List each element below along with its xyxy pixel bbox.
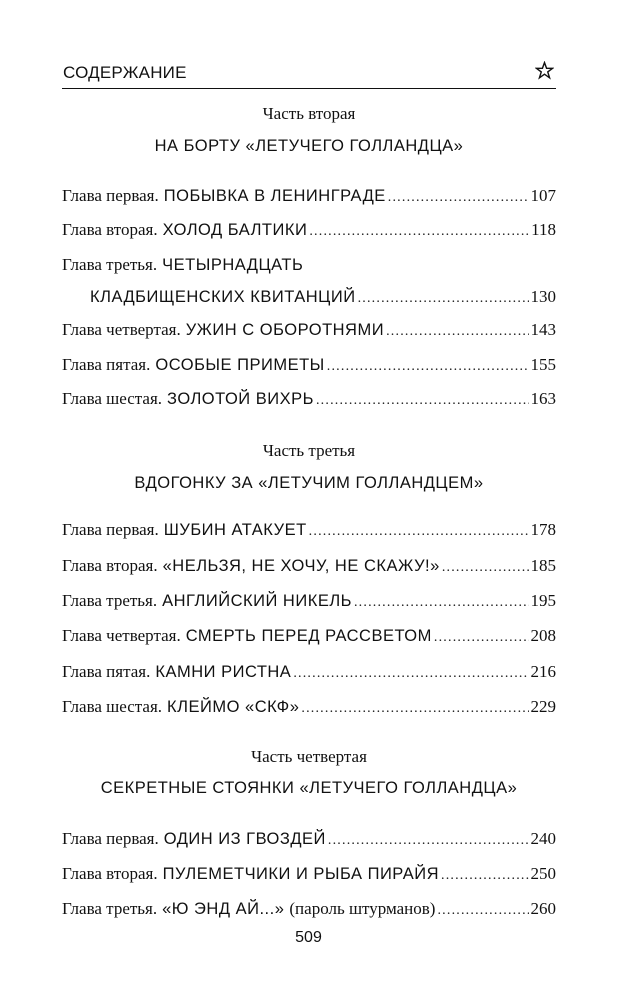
chapter-label: Глава четвертая. bbox=[62, 626, 181, 645]
toc-entry bbox=[62, 697, 556, 723]
page-ref: 155 bbox=[530, 355, 556, 374]
chapter-label: Глава первая. bbox=[62, 520, 159, 539]
toc-entry bbox=[62, 355, 556, 381]
dot-leader bbox=[354, 595, 529, 611]
dot-leader bbox=[358, 291, 529, 307]
chapter-label: Глава шестая. bbox=[62, 389, 163, 408]
toc-entry bbox=[62, 255, 556, 281]
page-ref: 118 bbox=[531, 220, 556, 239]
dot-leader bbox=[293, 666, 528, 682]
toc-entry bbox=[62, 864, 556, 890]
chapter-label: Глава пятая. bbox=[62, 662, 151, 681]
page-ref: 250 bbox=[530, 864, 556, 883]
chapter-label: Глава шестая. bbox=[62, 697, 163, 716]
dot-leader bbox=[437, 903, 528, 919]
dot-leader bbox=[309, 224, 529, 240]
chapter-label: Глава вторая. bbox=[62, 220, 158, 239]
toc-entry bbox=[62, 626, 556, 652]
chapter-label: Глава третья. bbox=[62, 591, 158, 610]
chapter-title: ЧЕТЫРНАДЦАТЬ bbox=[162, 256, 304, 274]
chapter-label: Глава вторая. bbox=[62, 864, 158, 883]
dot-leader bbox=[434, 630, 529, 646]
part-title: НА БОРТУ «ЛЕТУЧЕГО ГОЛЛАНДЦА» bbox=[154, 137, 464, 155]
chapter-label: Глава пятая. bbox=[62, 355, 151, 374]
part-label: Часть четвертая bbox=[251, 747, 367, 766]
part-title: СЕКРЕТНЫЕ СТОЯНКИ «ЛЕТУЧЕГО ГОЛЛАНДЦА» bbox=[100, 779, 518, 797]
chapter-title: КАМНИ РИСТНА bbox=[155, 663, 292, 681]
part-title: ВДОГОНКУ ЗА «ЛЕТУЧИМ ГОЛЛАНДЦЕМ» bbox=[134, 474, 484, 492]
chapter-note: (пароль штурманов) bbox=[289, 899, 436, 918]
dot-leader bbox=[388, 190, 529, 206]
chapter-label: Глава третья. bbox=[62, 899, 158, 918]
toc-entry bbox=[62, 829, 556, 855]
page-ref: 143 bbox=[530, 320, 556, 339]
dot-leader bbox=[309, 524, 529, 540]
chapter-title: ОДИН ИЗ ГВОЗДЕЙ bbox=[163, 830, 326, 848]
toc-entry bbox=[62, 591, 556, 617]
chapter-title: УЖИН С ОБОРОТНЯМИ bbox=[185, 321, 385, 339]
chapter-label: Глава первая. bbox=[62, 829, 159, 848]
part-label: Часть третья bbox=[262, 441, 356, 460]
chapter-title: ПУЛЕМЕТЧИКИ И РЫБА ПИРАЙЯ bbox=[162, 865, 439, 883]
dot-leader bbox=[328, 833, 529, 849]
toc-entry bbox=[62, 320, 556, 346]
page-number: 509 bbox=[295, 929, 322, 946]
chapter-label: Глава третья. bbox=[62, 255, 158, 274]
chapter-title: ШУБИН АТАКУЕТ bbox=[163, 521, 307, 539]
chapter-title-continued: КЛАДБИЩЕНСКИХ КВИТАНЦИЙ bbox=[90, 288, 356, 306]
chapter-title: АНГЛИЙСКИЙ НИКЕЛЬ bbox=[162, 592, 352, 610]
dot-leader bbox=[441, 868, 529, 884]
dot-leader bbox=[327, 359, 529, 375]
chapter-label: Глава первая. bbox=[62, 186, 159, 205]
toc-entry bbox=[62, 662, 556, 688]
chapter-title: ПОБЫВКА В ЛЕНИНГРАДЕ bbox=[163, 187, 386, 205]
toc-entry bbox=[62, 389, 556, 415]
chapter-title: ЗОЛОТОЙ ВИХРЬ bbox=[167, 390, 314, 408]
chapter-label: Глава четвертая. bbox=[62, 320, 181, 339]
page-ref: 130 bbox=[530, 287, 556, 306]
page-ref: 185 bbox=[530, 556, 556, 575]
part-label: Часть вторая bbox=[262, 104, 356, 123]
dot-leader bbox=[301, 701, 528, 717]
dot-leader bbox=[386, 324, 528, 340]
page-ref: 240 bbox=[530, 829, 556, 848]
page-ref: 195 bbox=[530, 591, 556, 610]
header-title: СОДЕРЖАНИЕ bbox=[63, 63, 187, 82]
chapter-title: «НЕЛЬЗЯ, НЕ ХОЧУ, НЕ СКАЖУ!» bbox=[162, 557, 440, 575]
chapter-title: СМЕРТЬ ПЕРЕД РАССВЕТОМ bbox=[185, 627, 432, 645]
toc-entry-continued bbox=[90, 287, 556, 313]
chapter-label: Глава вторая. bbox=[62, 556, 158, 575]
toc-entry bbox=[62, 556, 556, 582]
toc-entry bbox=[62, 520, 556, 546]
toc-entry bbox=[62, 899, 556, 925]
star-icon bbox=[535, 61, 554, 80]
page-ref: 260 bbox=[530, 899, 556, 918]
page-ref: 163 bbox=[530, 389, 556, 408]
chapter-title: КЛЕЙМО «СКФ» bbox=[167, 698, 300, 716]
page-header bbox=[62, 56, 556, 89]
toc-entry bbox=[62, 186, 556, 212]
page-ref: 208 bbox=[530, 626, 556, 645]
page-ref: 107 bbox=[530, 186, 556, 205]
page-ref: 178 bbox=[530, 520, 556, 539]
toc-entry bbox=[62, 220, 556, 246]
chapter-title: ХОЛОД БАЛТИКИ bbox=[162, 221, 308, 239]
dot-leader bbox=[442, 560, 529, 576]
chapter-title: ОСОБЫЕ ПРИМЕТЫ bbox=[155, 356, 325, 374]
chapter-title: «Ю ЭНД АЙ...» bbox=[162, 900, 285, 918]
dot-leader bbox=[316, 393, 529, 409]
page-ref: 216 bbox=[530, 662, 556, 681]
page-ref: 229 bbox=[530, 697, 556, 716]
